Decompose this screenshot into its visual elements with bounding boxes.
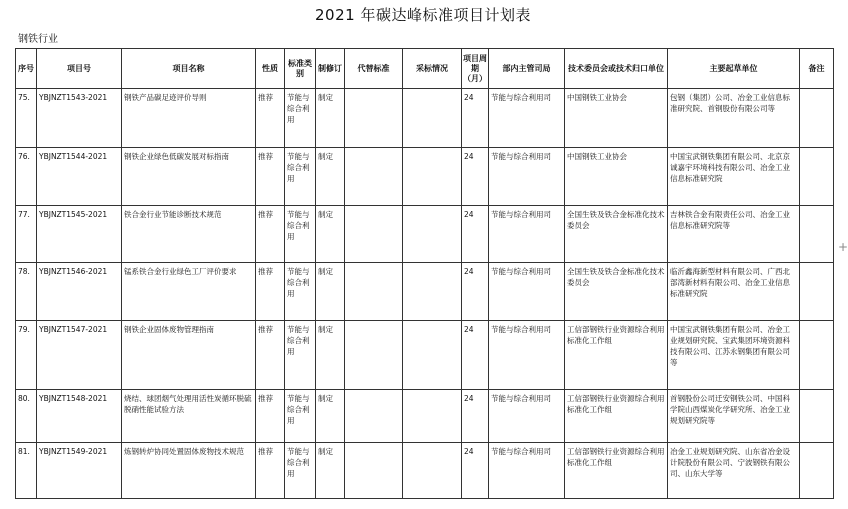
cell-remark <box>800 390 834 443</box>
cell-remark <box>800 321 834 390</box>
cell-nature: 推荐 <box>256 443 285 499</box>
cell-replaces <box>345 321 403 390</box>
column-header: 技术委员会或技术归口单位 <box>565 49 668 89</box>
cell-code: YBJNZT1545-2021 <box>37 206 122 263</box>
cell-nature: 推荐 <box>256 390 285 443</box>
cell-committee: 工信部钢铁行业资源综合利用标准化工作组 <box>565 390 668 443</box>
cell-dept: 节能与综合利用司 <box>489 148 565 206</box>
cell-dept: 节能与综合利用司 <box>489 263 565 321</box>
table-header-row <box>16 49 834 89</box>
cell-adoption <box>403 321 462 390</box>
cell-replaces <box>345 263 403 321</box>
standards-plan-table <box>15 48 834 499</box>
cell-adoption <box>403 206 462 263</box>
cell-dept: 节能与综合利用司 <box>489 89 565 148</box>
cell-name: 锰系铁合金行业绿色工厂评价要求 <box>122 263 256 321</box>
cell-revision: 制定 <box>316 89 345 148</box>
cell-adoption <box>403 263 462 321</box>
cell-nature: 推荐 <box>256 263 285 321</box>
cell-drafters: 冶金工业规划研究院、山东省冶金设计院股份有限公司、宁波钢铁有限公司、山东大学等 <box>668 443 800 499</box>
cell-committee: 工信部钢铁行业资源综合利用标准化工作组 <box>565 321 668 390</box>
cell-period: 24 <box>462 89 489 148</box>
column-header: 主要起草单位 <box>668 49 800 89</box>
cell-no: 81. <box>16 443 37 499</box>
cell-category: 节能与综合利用 <box>285 148 316 206</box>
cell-name: 钢铁企业绿色低碳发展对标指南 <box>122 148 256 206</box>
table-row <box>16 263 834 321</box>
cell-no: 80. <box>16 390 37 443</box>
cell-dept: 节能与综合利用司 <box>489 321 565 390</box>
cell-adoption <box>403 390 462 443</box>
cell-code: YBJNZT1544-2021 <box>37 148 122 206</box>
cell-category: 节能与综合利用 <box>285 443 316 499</box>
cell-replaces <box>345 148 403 206</box>
cell-remark <box>800 89 834 148</box>
cell-remark <box>800 263 834 321</box>
cell-revision: 制定 <box>316 443 345 499</box>
cell-revision: 制定 <box>316 263 345 321</box>
cell-code: YBJNZT1546-2021 <box>37 263 122 321</box>
cell-dept: 节能与综合利用司 <box>489 206 565 263</box>
cell-committee: 工信部钢铁行业资源综合利用标准化工作组 <box>565 443 668 499</box>
table-row <box>16 321 834 390</box>
cell-period: 24 <box>462 321 489 390</box>
cell-name: 炼钢转炉协同处置固体废物技术规范 <box>122 443 256 499</box>
cell-drafters: 包钢（集团）公司、冶金工业信息标准研究院、首钢股份有限公司等 <box>668 89 800 148</box>
cell-replaces <box>345 206 403 263</box>
cell-committee: 中国钢铁工业协会 <box>565 89 668 148</box>
cell-code: YBJNZT1547-2021 <box>37 321 122 390</box>
cell-category: 节能与综合利用 <box>285 321 316 390</box>
cell-no: 75. <box>16 89 37 148</box>
cell-name: 钢铁产品碳足迹评价导则 <box>122 89 256 148</box>
cell-remark <box>800 443 834 499</box>
cell-adoption <box>403 443 462 499</box>
table-row <box>16 390 834 443</box>
cell-drafters: 中国宝武钢铁集团有限公司、北京京诚嘉宇环境科技有限公司、冶金工业信息标准研究院 <box>668 148 800 206</box>
page-title: 2021 年碳达峰标准项目计划表 <box>315 6 531 24</box>
cell-no: 79. <box>16 321 37 390</box>
cell-code: YBJNZT1548-2021 <box>37 390 122 443</box>
column-header: 标准类别 <box>285 49 316 89</box>
cell-replaces <box>345 89 403 148</box>
column-header: 序号 <box>16 49 37 89</box>
column-header: 性质 <box>256 49 285 89</box>
cell-period: 24 <box>462 148 489 206</box>
cell-revision: 制定 <box>316 206 345 263</box>
cell-nature: 推荐 <box>256 321 285 390</box>
cell-committee: 全国生铁及铁合金标准化技术委员会 <box>565 206 668 263</box>
cell-name: 铁合金行业节能诊断技术规范 <box>122 206 256 263</box>
cell-committee: 全国生铁及铁合金标准化技术委员会 <box>565 263 668 321</box>
cell-adoption <box>403 148 462 206</box>
cell-nature: 推荐 <box>256 148 285 206</box>
column-header: 制修订 <box>316 49 345 89</box>
cell-replaces <box>345 390 403 443</box>
cell-revision: 制定 <box>316 321 345 390</box>
table-row <box>16 443 834 499</box>
table-row <box>16 148 834 206</box>
cell-nature: 推荐 <box>256 206 285 263</box>
table-row <box>16 206 834 263</box>
cell-no: 77. <box>16 206 37 263</box>
cell-category: 节能与综合利用 <box>285 89 316 148</box>
cell-code: YBJNZT1549-2021 <box>37 443 122 499</box>
cell-category: 节能与综合利用 <box>285 390 316 443</box>
cell-replaces <box>345 443 403 499</box>
cell-committee: 中国钢铁工业协会 <box>565 148 668 206</box>
cell-period: 24 <box>462 443 489 499</box>
column-header: 备注 <box>800 49 834 89</box>
cell-code: YBJNZT1543-2021 <box>37 89 122 148</box>
cell-nature: 推荐 <box>256 89 285 148</box>
industry-subtitle: 钢铁行业 <box>18 34 58 45</box>
column-header: 部内主管司局 <box>489 49 565 89</box>
cell-name: 烧结、球团烟气处理用活性炭循环脱硫脱硝性能试验方法 <box>122 390 256 443</box>
cell-period: 24 <box>462 263 489 321</box>
column-header: 项目名称 <box>122 49 256 89</box>
cell-drafters: 临沂鑫海新型材料有限公司、广西北部湾新材料有限公司、冶金工业信息标准研究院 <box>668 263 800 321</box>
cell-drafters: 中国宝武钢铁集团有限公司、冶金工业规划研究院、宝武集团环境资源科技有限公司、江苏永钢集团有限公司等 <box>668 321 800 390</box>
cell-adoption <box>403 89 462 148</box>
cell-dept: 节能与综合利用司 <box>489 390 565 443</box>
cell-period: 24 <box>462 206 489 263</box>
cell-name: 钢铁企业固体废物管理指南 <box>122 321 256 390</box>
column-header: 代替标准 <box>345 49 403 89</box>
cell-remark <box>800 206 834 263</box>
cell-no: 78. <box>16 263 37 321</box>
cell-no: 76. <box>16 148 37 206</box>
column-header: 采标情况 <box>403 49 462 89</box>
side-plus-icon: + <box>838 240 848 254</box>
cell-revision: 制定 <box>316 148 345 206</box>
cell-drafters: 吉林铁合金有限责任公司、冶金工业信息标准研究院等 <box>668 206 800 263</box>
cell-dept: 节能与综合利用司 <box>489 443 565 499</box>
column-header: 项目周期（月） <box>462 49 489 89</box>
column-header: 项目号 <box>37 49 122 89</box>
cell-category: 节能与综合利用 <box>285 206 316 263</box>
cell-period: 24 <box>462 390 489 443</box>
cell-category: 节能与综合利用 <box>285 263 316 321</box>
table-row <box>16 89 834 148</box>
cell-drafters: 首钢股份公司迁安钢铁公司、中国科学院山西煤炭化学研究所、冶金工业规划研究院等 <box>668 390 800 443</box>
cell-revision: 制定 <box>316 390 345 443</box>
cell-remark <box>800 148 834 206</box>
